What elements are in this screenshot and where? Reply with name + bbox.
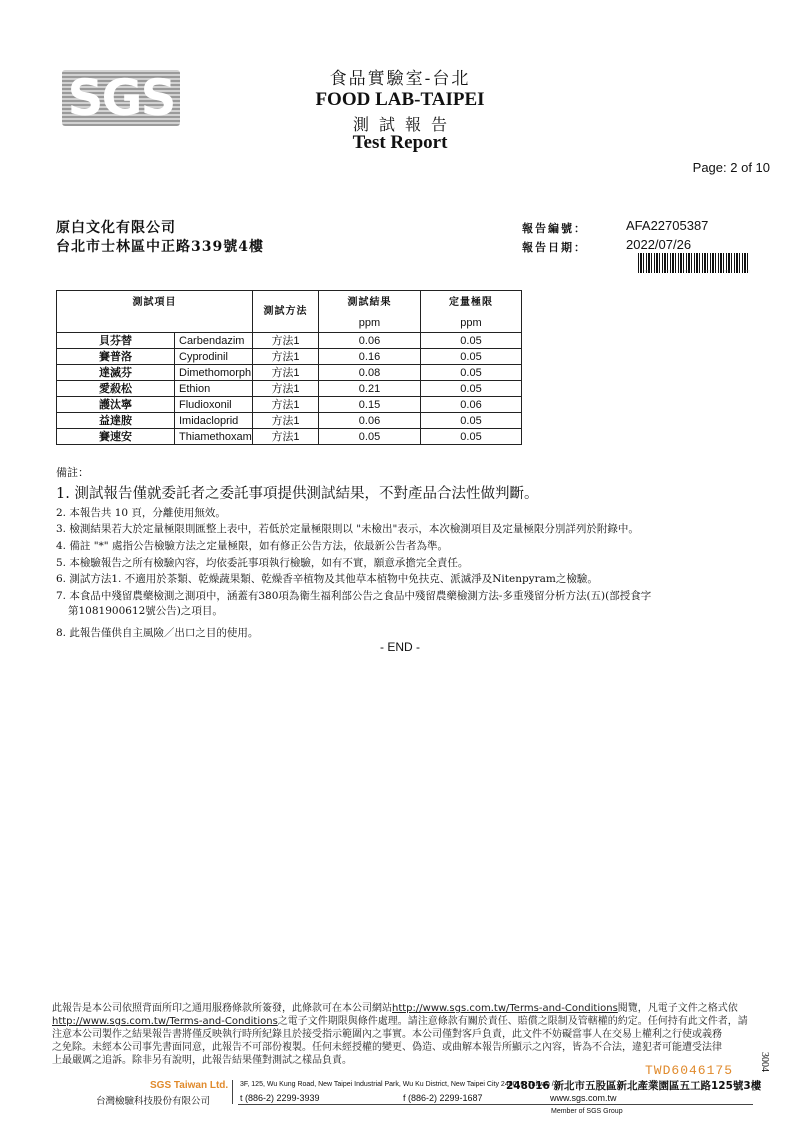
page-number: Page: 2 of 10	[692, 160, 770, 175]
cell-method: 方法1	[253, 397, 319, 413]
footer-rule	[238, 1104, 753, 1105]
notes-title: 備註：	[56, 466, 89, 479]
cell-name-en: Fludioxonil	[175, 397, 253, 413]
disclaimer-text: 之電子文件期限與條件處理。請注意條款有關於責任、賠償之限制及管轄權的約定。任何持有此文件者，請	[277, 1016, 748, 1027]
table-row	[57, 397, 522, 413]
table-row	[57, 429, 522, 445]
cell-name-zh: 益達胺	[57, 413, 175, 429]
footer-divider	[232, 1080, 233, 1104]
cell-name-en: Thiamethoxam	[175, 429, 253, 445]
note-6: 6. 測試方法1. 不適用於茶類、乾燥蔬果類、乾燥香辛植物及其他草本植物中免扶克、派滅淨及Nitenpyram之檢驗。	[56, 573, 598, 585]
cell-result: 0.15	[319, 397, 421, 413]
note-3: 3. 檢測結果若大於定量極限則匯整上表中，若低於定量極限則以 "未檢出"表示，本次檢測項目及定量極限分別詳列於附錄中。	[56, 523, 639, 535]
cell-method: 方法1	[253, 349, 319, 365]
company-name-en: SGS Taiwan Ltd.	[150, 1080, 229, 1091]
cell-method: 方法1	[253, 333, 319, 349]
cell-name-zh: 愛殺松	[57, 381, 175, 397]
cell-name-en: Imidacloprid	[175, 413, 253, 429]
result-unit: ppm	[319, 314, 421, 333]
lab-name-zh: 食品實驗室-台北	[329, 69, 471, 89]
report-title-en: Test Report	[352, 132, 448, 153]
side-number: 3004	[759, 1052, 770, 1072]
barcode	[638, 253, 750, 273]
cell-name-zh: 達滅芬	[57, 365, 175, 381]
cell-result: 0.06	[319, 333, 421, 349]
header-result: 測試結果	[319, 291, 421, 315]
disclaimer-line-4: 之免除。未經本公司事先書面同意，此報告不可部份複製。任何未經授權的變更、偽造、或曲解本報告所顯示之內容，皆為不合法，違犯者可能遭受法律	[52, 1042, 722, 1053]
report-date-value: 2022/07/26	[626, 237, 692, 252]
cell-loq: 0.05	[421, 413, 522, 429]
disclaimer-line-3: 注意本公司製作之結果報告書將僅反映執行時所紀錄且於接受指示範圍內之事實。本公司僅對客戶負責，此文件不妨礙當事人在交易上權利之行使或義務	[52, 1029, 722, 1040]
note-2: 2. 本報告共 10 頁，分離使用無效。	[56, 507, 226, 519]
table-row	[57, 365, 522, 381]
address-zh: 248016 新北市五股區新北產業園區五工路125號3樓	[506, 1080, 762, 1092]
company-name-zh: 台灣檢驗科技股份有限公司	[96, 1096, 211, 1107]
terms-link[interactable]: http://www.sgs.com.tw/Terms-and-Conditions	[392, 1003, 618, 1014]
table-body	[57, 333, 522, 445]
header-item-blank	[57, 314, 253, 333]
table-row	[57, 349, 522, 365]
cell-name-en: Carbendazim	[175, 333, 253, 349]
cell-method: 方法1	[253, 365, 319, 381]
client-name: 原白文化有限公司	[56, 220, 176, 236]
header-method: 測試方法	[253, 291, 319, 333]
cell-method: 方法1	[253, 429, 319, 445]
note-5: 5. 本檢驗報告之所有檢驗內容，均依委託事項執行檢驗，如有不實，願意承擔完全責任。	[56, 557, 469, 569]
cell-method: 方法1	[253, 413, 319, 429]
client-address: 台北市士林區中正路339號4樓	[56, 239, 264, 255]
report-date-label: 報告日期：	[522, 241, 587, 254]
cell-loq: 0.05	[421, 381, 522, 397]
header-loq: 定量極限	[421, 291, 522, 315]
cell-result: 0.05	[319, 429, 421, 445]
cell-loq: 0.06	[421, 397, 522, 413]
cell-name-zh: 護汰寧	[57, 397, 175, 413]
disclaimer-line-1	[52, 1002, 752, 1015]
terms-link[interactable]: http://www.sgs.com.tw/Terms-and-Conditions	[52, 1016, 278, 1027]
report-no-value: AFA22705387	[626, 218, 709, 233]
cell-result: 0.21	[319, 381, 421, 397]
cell-loq: 0.05	[421, 333, 522, 349]
table-row	[57, 381, 522, 397]
table-row	[57, 333, 522, 349]
cell-name-zh: 賽速安	[57, 429, 175, 445]
sgs-logo-text: SGS	[67, 70, 175, 126]
table-header-row	[57, 291, 522, 315]
results-table	[56, 290, 522, 445]
cell-name-en: Cyprodinil	[175, 349, 253, 365]
phone: t (886-2) 2299-3939	[240, 1093, 320, 1103]
cell-method: 方法1	[253, 381, 319, 397]
cell-name-zh: 賽普洛	[57, 349, 175, 365]
cell-loq: 0.05	[421, 349, 522, 365]
lab-name-en: FOOD LAB-TAIPEI	[315, 89, 485, 110]
cell-result: 0.16	[319, 349, 421, 365]
cell-result: 0.06	[319, 413, 421, 429]
note-4: 4. 備註 "*" 處指公告檢驗方法之定量極限，如有修正公告方法，依最新公告者為準。	[56, 540, 448, 552]
cell-loq: 0.05	[421, 429, 522, 445]
report-title-zh: 測試報告	[352, 115, 457, 134]
table-row	[57, 413, 522, 429]
loq-unit: ppm	[421, 314, 522, 333]
header-item: 測試項目	[57, 291, 253, 315]
report-no-label: 報告編號：	[522, 222, 587, 235]
website[interactable]: www.sgs.com.tw	[550, 1093, 617, 1103]
disclaimer-line-5: 上最嚴厲之追訴。除非另有說明，此報告結果僅對測試之樣品負責。	[52, 1055, 352, 1066]
cell-name-en: Dimethomorph	[175, 365, 253, 381]
end-marker: - END -	[380, 640, 420, 654]
cell-name-en: Ethion	[175, 381, 253, 397]
disclaimer-line-2	[52, 1015, 752, 1028]
note-7: 7. 本食品中殘留農藥檢測之測項中，涵蓋有380項為衛生福利部公告之食品中殘留農藥檢測方法-多重殘留分析方法(五)(部授食字	[56, 590, 652, 602]
disclaimer-text: 閱覽，凡電子文件之格式依	[617, 1003, 738, 1014]
address-en: 3F, 125, Wu Kung Road, New Taipei Industrial Park, Wu Ku District, New Taipei City 248016, Taiwan /	[240, 1081, 554, 1088]
cell-loq: 0.05	[421, 365, 522, 381]
disclaimer-text: 此報告是本公司依照背面所印之通用服務條款所簽發，此條款可在本公司網站	[52, 1003, 392, 1014]
note-8: 8. 此報告僅供自主風險／出口之目的使用。	[56, 627, 259, 639]
note-1: 1. 測試報告僅就委託者之委託事項提供測試結果，不對產品合法性做判斷。	[56, 486, 539, 502]
cell-result: 0.08	[319, 365, 421, 381]
document-code: TWD6046175	[645, 1063, 734, 1078]
cell-name-zh: 貝芬替	[57, 333, 175, 349]
fax: f (886-2) 2299-1687	[403, 1093, 483, 1103]
member-of-sgs: Member of SGS Group	[551, 1108, 623, 1115]
note-7-cont: 第1081900612號公告)之項目。	[68, 605, 223, 617]
